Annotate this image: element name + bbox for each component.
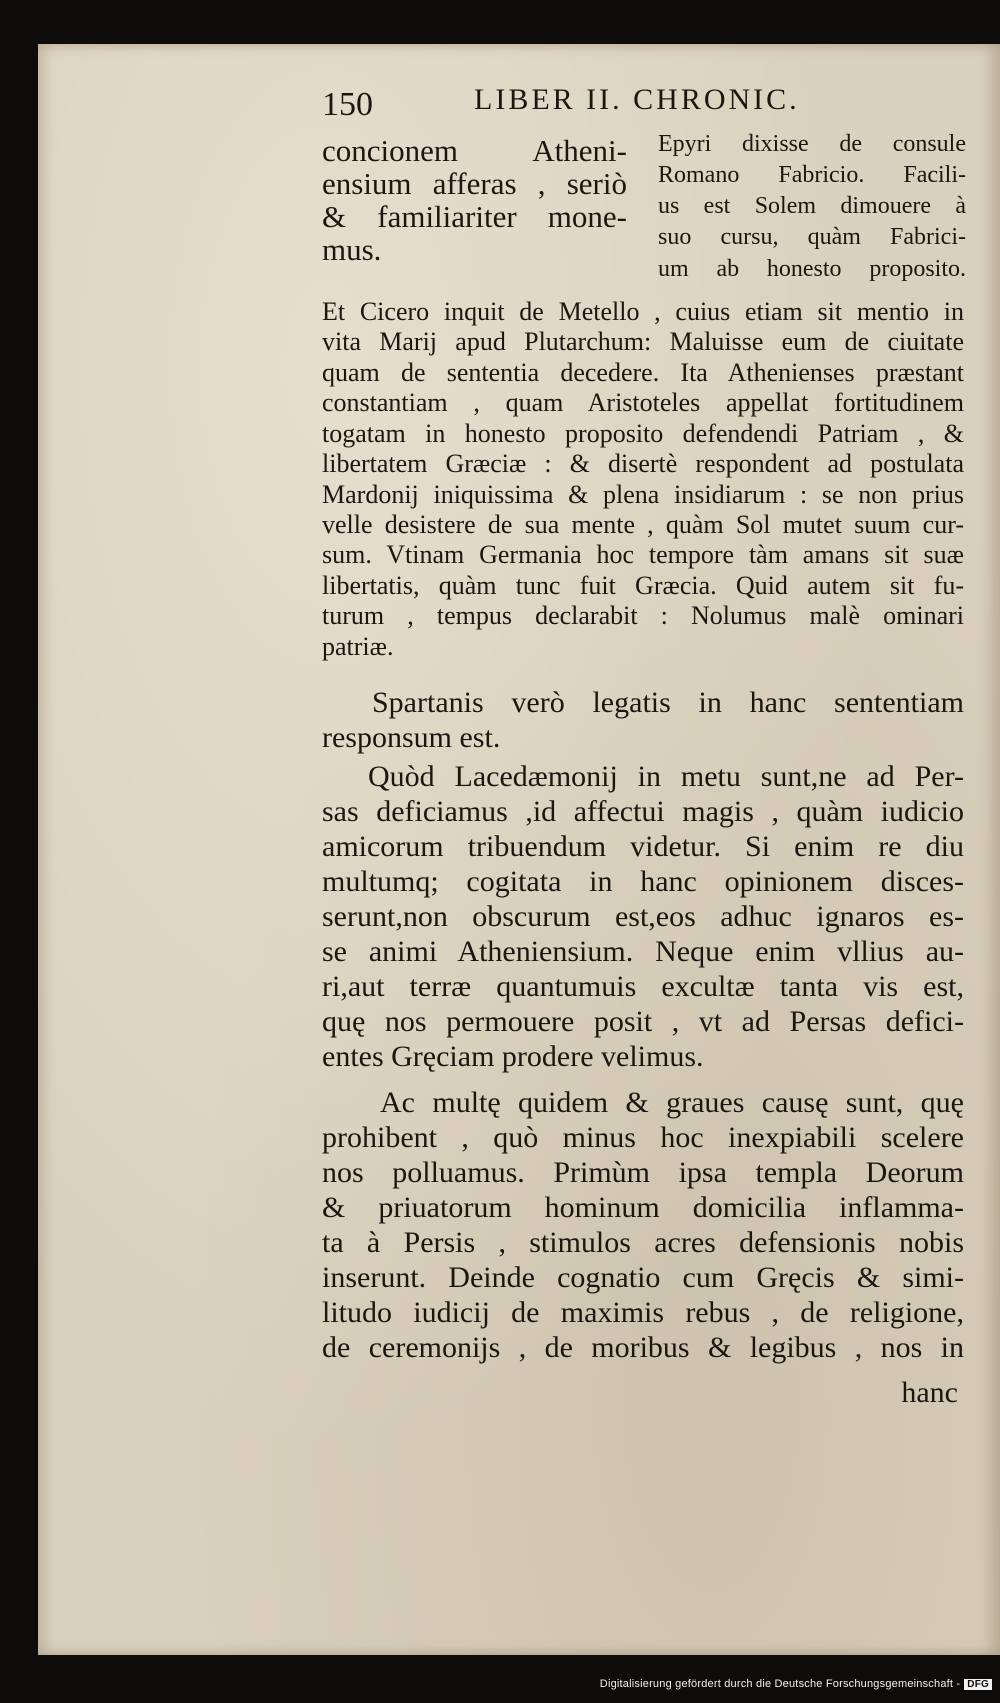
page-number: 150 bbox=[322, 86, 373, 123]
text-line: togatam in honesto proposito defendendi Patriam , & bbox=[322, 419, 964, 448]
digitization-credit bbox=[600, 1678, 992, 1690]
text-line: Mardonij iniquissima & plena insidiarum : se non prius bbox=[322, 480, 964, 509]
text-line: serunt,non obscurum est,eos adhuc ignaros es- bbox=[322, 900, 964, 933]
text-line: vita Marij apud Plutarchum: Maluisse eum de ciuitate bbox=[322, 327, 964, 356]
text-line: patriæ. bbox=[322, 632, 394, 661]
text-line: prohibent , quò minus hoc inexpiabili scelere bbox=[322, 1121, 964, 1154]
right-column-line: us est Solem dimouere à bbox=[658, 193, 966, 219]
text-line: multumq; cogitata in hanc opinionem disces- bbox=[322, 865, 964, 898]
text-line: Quòd Lacedæmonij in metu sunt,ne ad Per- bbox=[368, 760, 964, 793]
text-line: se animi Atheniensium. Neque enim vllius au- bbox=[322, 935, 964, 968]
left-column-line: ensium afferas , seriò bbox=[322, 166, 627, 201]
text-line: quę nos permouere posit , vt ad Persas defici- bbox=[322, 1005, 964, 1038]
left-column-line: concionem Atheni- bbox=[322, 133, 627, 168]
text-line: sum. Vtinam Germania hoc tempore tàm amans sit suæ bbox=[322, 540, 964, 569]
right-column-line: Romano Fabricio. Facili- bbox=[658, 162, 966, 188]
text-line: ri,aut terræ quantumuis excultæ tanta vis est, bbox=[322, 970, 964, 1003]
right-column-line: suo cursu, quàm Fabrici- bbox=[658, 224, 966, 250]
dfg-logo: DFG bbox=[964, 1679, 992, 1690]
text-line: turum , tempus declarabit : Nolumus malè ominari bbox=[322, 601, 964, 630]
text-line: entes Gręciam prodere velimus. bbox=[322, 1040, 704, 1073]
text-line: constantiam , quam Aristoteles appellat fortitudinem bbox=[322, 388, 964, 417]
text-line: amicorum tribuendum videtur. Si enim re diu bbox=[322, 830, 964, 863]
catchword: hanc bbox=[901, 1376, 958, 1409]
right-column-line: um ab honesto proposito. bbox=[658, 256, 966, 282]
text-line: nos polluamus. Primùm ipsa templa Deorum bbox=[322, 1156, 964, 1189]
text-line: responsum est. bbox=[322, 721, 501, 754]
left-column-line: mus. bbox=[322, 232, 382, 267]
text-line: libertatis, quàm tunc fuit Græcia. Quid autem sit fu- bbox=[322, 571, 964, 600]
text-line: Ac multę quidem & graues causę sunt, quę bbox=[380, 1086, 964, 1119]
text-line: velle desistere de sua mente , quàm Sol mutet suum cur- bbox=[322, 510, 964, 539]
text-line: litudo iudicij de maximis rebus , de religione, bbox=[322, 1296, 964, 1329]
text-line: inserunt. Deinde cognatio cum Gręcis & simi- bbox=[322, 1261, 964, 1294]
right-column-line: Epyri dixisse de consule bbox=[658, 131, 966, 157]
running-head: LIBER II. CHRONIC. bbox=[474, 83, 800, 116]
text-line: libertatem Græciæ : & disertè respondent ad postulata bbox=[322, 449, 964, 478]
text-line: quam de sententia decedere. Ita Athenienses præstant bbox=[322, 358, 964, 387]
text-line: sas deficiamus ,id affectui magis , quàm iudicio bbox=[322, 795, 964, 828]
text-line: Et Cicero inquit de Metello , cuius etiam sit mentio in bbox=[322, 297, 964, 326]
text-line: Spartanis verò legatis in hanc sententiam bbox=[372, 686, 964, 719]
text-line: de ceremonijs , de moribus & legibus , nos in bbox=[322, 1331, 964, 1364]
text-line: & priuatorum hominum domicilia inflamma- bbox=[322, 1191, 964, 1224]
text-line: ta à Persis , stimulos acres defensionis nobis bbox=[322, 1226, 964, 1259]
credit-text: Digitalisierung gefördert durch die Deutsche Forschungsgemeinschaft - bbox=[599, 1678, 961, 1690]
left-column-line: & familiariter mone- bbox=[322, 199, 627, 234]
